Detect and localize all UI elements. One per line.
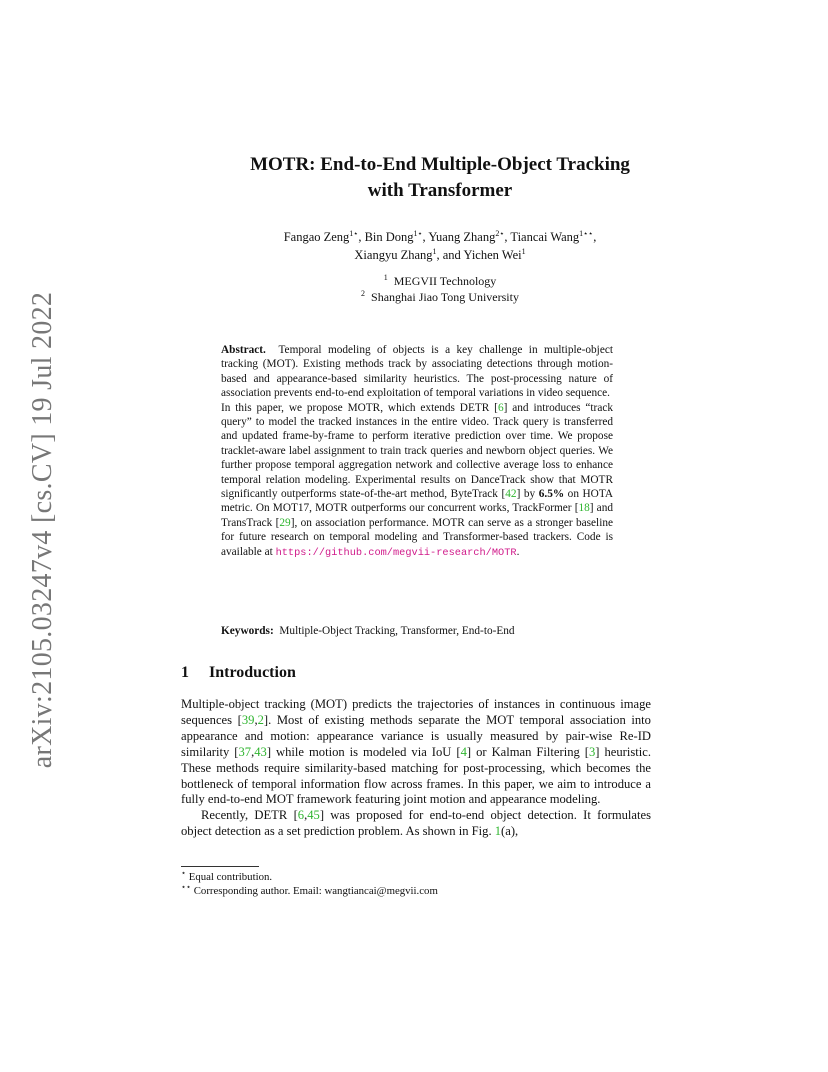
affiliation-1 xyxy=(160,273,720,289)
author-sup: 1⋆ xyxy=(413,228,423,238)
body-text: (a), xyxy=(501,824,519,839)
keywords xyxy=(221,624,613,638)
section-title: Introduction xyxy=(209,664,296,681)
author-name: Fangao Zeng xyxy=(283,230,350,244)
body-text: ] was proposed for end-to-end object detection. It formulates object detection as a set prediction problem. As shown in Fig. xyxy=(181,808,651,839)
arxiv-stamp xyxy=(20,291,66,769)
abstract-text: ] and TransTrack [ xyxy=(221,502,613,529)
footnote-text: Equal contribution. xyxy=(188,871,273,883)
abstract-text: . xyxy=(516,545,520,558)
body-text: Multiple-object tracking (MOT) predicts the trajectories of instances in continuous image sequences [ xyxy=(181,697,651,727)
keywords-label: Keywords: xyxy=(221,625,274,637)
footnote-1 xyxy=(181,870,651,884)
author-name: Yuang Zhang xyxy=(428,230,496,244)
abstract-text: In this paper, we propose MOTR, which extends DETR [ xyxy=(221,401,498,414)
citation-link[interactable]: 29 xyxy=(279,516,291,529)
citation-link[interactable]: 43 xyxy=(254,744,267,759)
keywords-text: Multiple-Object Tracking, Transformer, End-to-End xyxy=(279,625,515,637)
body-text: ] heuristic. These methods require similarity-based matching for post-processing, which becomes the bottleneck of temporal information flow across frames. In this paper, we aim to introduce a fully end-to-end MOT framework featuring joint motion and appearance modeling. xyxy=(181,744,652,807)
abstract-text: on HOTA metric. On MOT17, MOTR outperforms our concurrent works, TrackFormer [ xyxy=(221,488,613,515)
citation-link[interactable]: 4 xyxy=(460,744,467,759)
affiliations xyxy=(160,273,720,305)
section-number: 1 xyxy=(181,664,189,681)
citation-link[interactable]: 6 xyxy=(497,401,504,414)
arxiv-stamp-text: arXiv:2105.03247v4 [cs.CV] 19 Jul 2022 xyxy=(27,291,59,769)
abstract-text: ] by xyxy=(516,488,539,501)
author-sup: 1 xyxy=(521,246,526,256)
author-sup: 2⋆ xyxy=(495,228,505,238)
citation-link[interactable]: 37 xyxy=(238,744,252,759)
citation-link[interactable]: 39 xyxy=(241,712,255,727)
hota-gain-value: 6.5% xyxy=(538,488,565,501)
intro-body xyxy=(181,697,651,840)
abstract xyxy=(221,343,613,560)
affiliation-2 xyxy=(160,289,720,305)
footnote-mark: ⋆⋆ xyxy=(181,882,192,892)
code-url-link[interactable]: https://github.com/megvii-research/MOTR xyxy=(275,546,517,559)
citation-link[interactable]: 42 xyxy=(505,488,517,501)
footnote-mark: ⋆ xyxy=(181,868,187,878)
body-text: , xyxy=(251,744,255,759)
figure-ref-link[interactable]: 1 xyxy=(494,824,502,839)
body-text: , xyxy=(254,712,258,727)
author-sup: 1⋆ xyxy=(349,228,359,238)
abstract-p1: Temporal modeling of objects is a key challenge in multiple-object tracking (MOT). Existing methods track by associating detections through motion-based and appearance-based similarity heuristics. The post-processing nature of association prevents end-to-end exploitation of temporal variations in video sequence. xyxy=(221,344,613,400)
paper-title xyxy=(160,152,720,204)
affiliation-name: Shanghai Jiao Tong University xyxy=(371,290,519,304)
body-text: ] while motion is modeled via IoU [ xyxy=(266,744,461,759)
title-line-1: MOTR: End-to-End Multiple-Object Tracking xyxy=(250,154,630,175)
title-line-2: with Transformer xyxy=(367,180,513,201)
abstract-text: ], on association performance. MOTR can serve as a stronger baseline for future research on temporal modeling and Transformer-based trackers. Code is available at xyxy=(221,516,613,558)
body-text: ]. Most of existing methods separate the MOT temporal association into appearance and motion: appearance variance is usually measured by pair-wise Re-ID similarity [ xyxy=(181,712,651,759)
affiliation-name: MEGVII Technology xyxy=(393,274,497,288)
author-name: Tiancai Wang xyxy=(510,230,580,244)
abstract-label: Abstract. xyxy=(221,344,266,356)
author-list: Fangao Zeng$^{1⋆}$, Bin Dong$^{1⋆}$, Yuang Zhang$^{2⋆}$, Tiancai Wang$^{1⋆⋆}$, Xiangyu Zhang$^1$, and Yichen Wei$^1$ xyxy=(283,228,597,262)
author-name: Yichen Wei xyxy=(463,248,522,262)
author-and: and xyxy=(442,248,461,262)
body-text: , xyxy=(304,808,308,823)
footnote-2 xyxy=(181,884,651,898)
author-sup: 1 xyxy=(432,246,437,256)
footnote-text: Corresponding author. Email: wangtiancai@megvii.com xyxy=(193,885,438,897)
footnotes xyxy=(181,870,651,898)
citation-link[interactable]: 3 xyxy=(589,744,596,759)
citation-link[interactable]: 2 xyxy=(257,712,264,727)
author-name: Bin Dong xyxy=(364,230,414,244)
footnote-rule xyxy=(181,866,259,867)
author-name: Xiangyu Zhang xyxy=(354,248,433,262)
body-text: Recently, DETR [ xyxy=(201,808,298,823)
abstract-text: ] and introduces “track query” to model the tracked instances in the entire video. Track query is transferred and updated frame-by-frame to perform iterative prediction over time. We propose tracklet-aware label assignment to train track queries and newborn object queries. We further propose temporal aggregation network and collective average loss to enhance temporal relation modeling. Experimental results on DanceTrack show that MOTR significantly outperforms state-of-the-art method, ByteTrack [ xyxy=(221,401,613,501)
citation-link[interactable]: 6 xyxy=(297,808,305,823)
author-sup: 1⋆⋆ xyxy=(579,228,594,238)
citation-link[interactable]: 45 xyxy=(307,808,320,823)
affiliation-sup: 2 xyxy=(361,289,366,298)
citation-link[interactable]: 18 xyxy=(578,502,590,515)
body-text: ] or Kalman Filtering [ xyxy=(466,744,589,759)
section-heading xyxy=(181,664,296,682)
affiliation-sup: 1 xyxy=(383,273,388,282)
